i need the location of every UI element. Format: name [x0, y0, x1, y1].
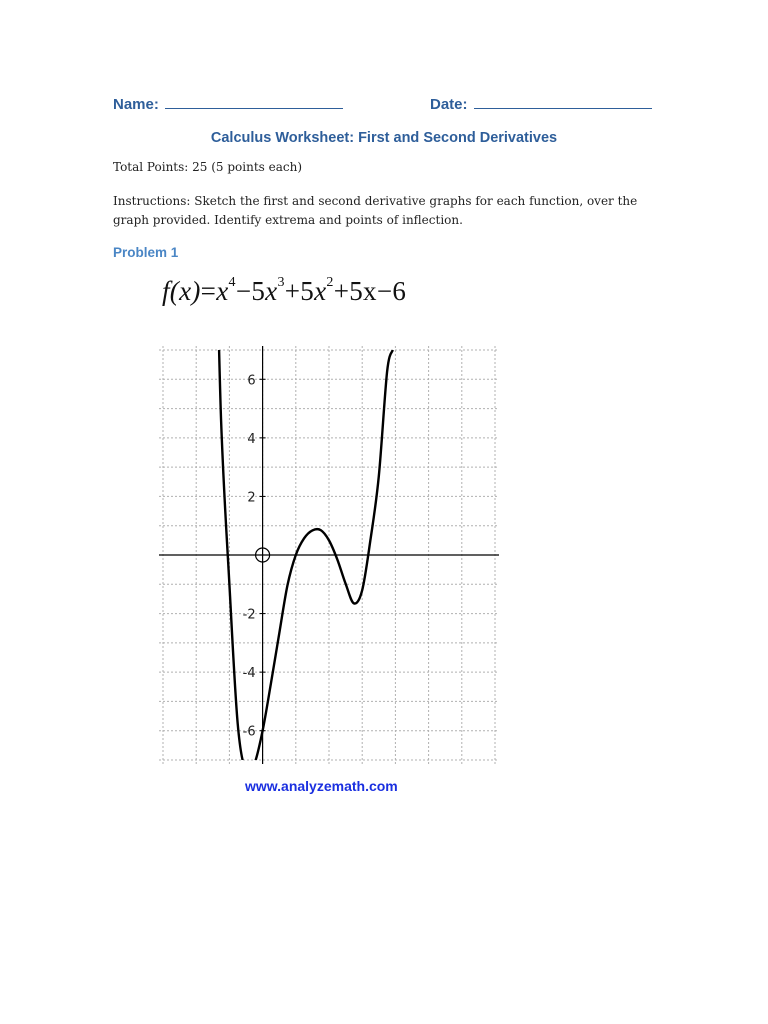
- total-points-text: Total Points: 25 (5 points each): [113, 160, 303, 174]
- name-blank-line[interactable]: [165, 94, 343, 109]
- date-label: Date:: [430, 96, 468, 113]
- formula-t4: +5x−6: [333, 276, 407, 306]
- formula-t2: x: [265, 276, 278, 306]
- formula-t1: x: [216, 276, 229, 306]
- formula-t2-exp: 3: [277, 275, 285, 290]
- y-tick-label: 4: [247, 431, 256, 447]
- formula-t3-coef: +5: [284, 276, 315, 306]
- y-tick-label: -2: [242, 607, 256, 623]
- y-tick-label: -4: [242, 666, 256, 682]
- formula-t1-exp: 4: [228, 275, 236, 290]
- name-label: Name:: [113, 96, 159, 113]
- function-formula: [162, 276, 406, 307]
- formula-t3: x: [314, 276, 327, 306]
- formula-eq: =: [200, 276, 217, 306]
- formula-t3-exp: 2: [326, 275, 334, 290]
- name-field[interactable]: [113, 94, 343, 113]
- y-tick-label: 6: [247, 373, 256, 389]
- problem-heading: Problem 1: [113, 245, 179, 260]
- function-curve: [205, 338, 392, 768]
- y-tick-label: -6: [242, 724, 256, 740]
- date-blank-line[interactable]: [474, 94, 652, 109]
- watermark-url: www.analyzemath.com: [245, 778, 398, 794]
- date-field[interactable]: [430, 94, 652, 113]
- function-graph: [155, 338, 505, 768]
- instructions-text: Instructions: Sketch the first and second derivative graphs for each function, over the graph provided. Identify extrema and points of inflection.: [113, 194, 638, 227]
- y-tick-label: 2: [247, 490, 256, 506]
- worksheet-title: Calculus Worksheet: First and Second Derivatives: [210, 130, 558, 146]
- formula-lhs: f(x): [162, 276, 201, 306]
- formula-t2-coef: −5: [235, 276, 266, 306]
